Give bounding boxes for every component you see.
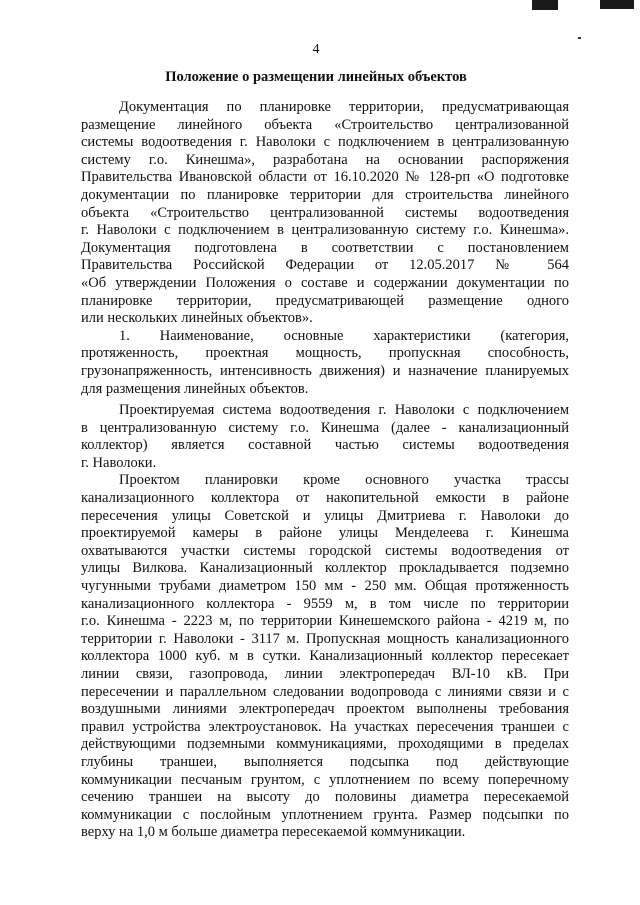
text-line: Проектом планировки кроме основного участка трассы [119,472,569,489]
text-line: системы водоотведения г. Наволоки с подключением в централизованную [81,134,569,151]
text-line: канализационного коллектора - 9559 м, в том числе по территории [81,595,569,612]
text-line: верху на 1,0 м больше диаметра пересекаемой коммуникации. [81,824,466,841]
text-line: г. Наволоки с подключением в централизованную систему г.о. Кинешма». [81,222,569,239]
text-line: «Об утверждении Положения о составе и содержании документации по [81,274,569,291]
text-line: или нескольких линейных объектов». [81,310,313,327]
text-line: чугунными трубами диаметром 150 мм - 250 мм. Общая протяженность [81,578,569,595]
text-line: линии связи, газопровода, линии электропередач ВЛ-10 кВ. При [81,666,569,682]
text-line: воздушными линиями электропередач проектом выполнены требования [81,701,569,718]
paragraph [81,99,569,328]
text-line: для размещения линейных объектов. [81,380,309,397]
text-line: коммуникации с послойным уплотнением грунта. Размер подсыпки по [81,806,569,823]
text-line: коммуникации песчаным грунтом, с уплотнением по всему поперечному [81,771,569,788]
text-line: правил устройства электроустановок. На участках пересечения траншеи с [81,718,569,735]
text-line: пересечении и параллельном следовании водопровода с линиями связи и с [81,683,569,700]
text-line: коллектор) является составной частью системы водоотведения [81,437,569,454]
text-line: пересечения улицы Советской и улицы Дмитриева г. Наволоки до [81,507,569,524]
text-line: Правительства Ивановской области от 16.10.2020 № 128-рп «О подготовке [81,169,569,186]
text-line: систему г.о. Кинешма», разработана на основании распоряжения [81,151,569,168]
paragraph [81,472,569,841]
scan-artifact-mark [600,0,634,9]
text-line: размещение линейного объекта «Строительство централизованной [81,116,569,133]
text-line: канализационного коллектора от накопительной емкости в районе [81,490,569,507]
text-line: охватываются участки системы городской системы водоотведения от [81,542,569,559]
text-line: объекта «Строительство централизованной системы водоотведения [81,204,569,221]
scan-artifact-mark [532,0,558,10]
text-line: г. Наволоки. [81,454,157,471]
text-line: документации по планировке территории для строительства линейного [81,186,569,203]
text-line: протяженность, проектная мощность, пропускная способность, [81,345,569,362]
text-line: проектируемой камеры в районе улицы Менделеева г. Кинешма [81,525,569,542]
text-line: Правительства Российской Федерации от 12.05.2017 № 564 [81,257,569,274]
document-body [81,99,569,842]
page-number: 4 [312,42,320,57]
text-line: в централизованную систему г.о. Кинешма (далее - канализационный [81,419,569,436]
text-line: коллектора 1000 куб. м в сутки. Канализационный коллектор пересекает [81,648,569,665]
text-line: глубины траншеи, выполняется подсыпка под действующие [81,753,569,770]
text-line: действующими подземными коммуникациями, проходящими в пределах [81,736,569,753]
document-title: Положение о размещении линейных объектов [165,69,467,85]
text-line: планировке территории, предусматривающей размещение одного [81,292,569,309]
text-line: грузонапряженность, интенсивность движения) и назначение планируемых [81,362,569,379]
scan-artifact-dot [578,37,581,39]
text-line: 1. Наименование, основные характеристики (категория, [119,327,569,344]
text-line: территории г. Наволоки - 3117 м. Пропускная мощность канализационного [81,630,569,647]
paragraph [81,328,569,398]
text-line: Проектируемая система водоотведения г. Наволоки с подключением [119,402,569,419]
paragraph [81,402,569,472]
text-line: улицы Вилкова. Канализационный коллектор прокладывается подземно [81,560,569,577]
text-line: г.о. Кинешма - 2223 м, по территории Кинешемского района - 4219 м, по [81,613,569,630]
text-line: сечению траншеи на высоту до половины диаметра пересекаемой [81,789,569,806]
text-line: Документация по планировке территории, предусматривающая [119,99,569,115]
text-line: Документация подготовлена в соответствии с постановлением [81,239,569,256]
